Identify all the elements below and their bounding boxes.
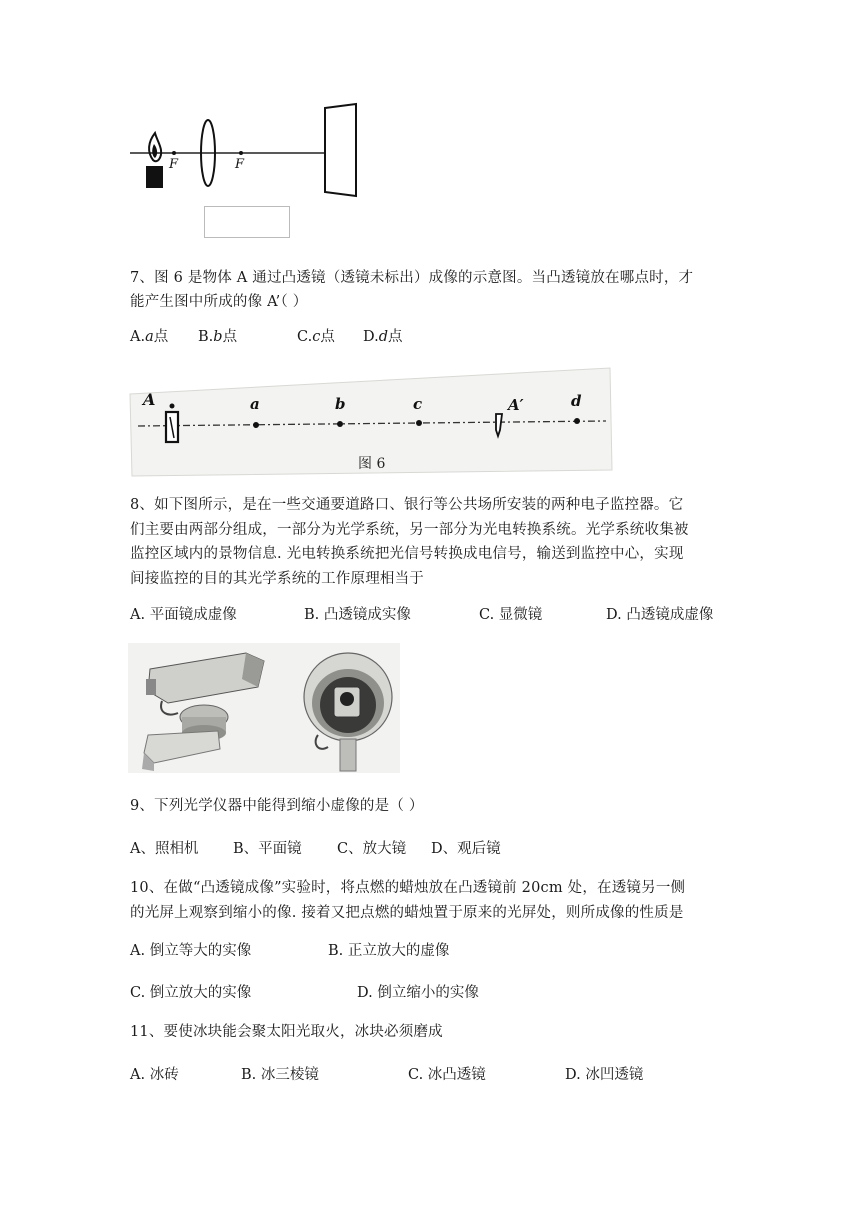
option-b[interactable]: B. 正立放大的虚像 [328, 943, 450, 959]
option-a[interactable]: A、照相机 [130, 841, 199, 857]
option-c[interactable]: C. 冰凸透镜 [408, 1067, 486, 1083]
focal-label-left: F [169, 157, 179, 172]
option-b[interactable]: B、平面镜 [233, 841, 302, 857]
focal-point-left [172, 151, 176, 155]
question-8 [130, 493, 740, 591]
point-a [253, 422, 259, 428]
option-d[interactable]: D. 冰凹透镜 [565, 1067, 644, 1083]
figure-6-diagram [128, 366, 614, 478]
figure-6 [128, 366, 614, 478]
figure-6-caption: 图 6 [358, 456, 386, 472]
lens-setup-diagram [128, 100, 360, 200]
question-11: 11、要使冰块能会聚太阳光取火，冰块必须磨成 [130, 1024, 443, 1040]
candle-flame-core [152, 144, 157, 158]
option-a[interactable]: A. 平面镜成虚像 [130, 607, 237, 623]
light-screen [325, 104, 356, 196]
option-b[interactable]: B.b点 [198, 329, 238, 345]
option-d[interactable]: D、观后镜 [431, 841, 501, 857]
question-9: 9、下列光学仪器中能得到缩小虚像的是（ ） [130, 798, 424, 814]
label-c: c [413, 395, 423, 413]
focal-label-right: F [235, 157, 245, 172]
point-d [574, 418, 580, 424]
candle-body [146, 166, 163, 188]
option-d[interactable]: D.d点 [363, 329, 403, 345]
question-7-line-2: 能产生图中所成的像 A’（ ） [130, 294, 308, 310]
lens-setup-figure [128, 100, 360, 200]
option-d[interactable]: D. 凸透镜成虚像 [606, 607, 714, 623]
option-a[interactable]: A.a点 [130, 329, 169, 345]
option-a[interactable]: A. 冰砖 [130, 1067, 179, 1083]
option-a[interactable]: A. 倒立等大的实像 [130, 943, 252, 959]
option-b[interactable]: B. 凸透镜成实像 [304, 607, 411, 623]
question-10-line-2: 的光屏上观察到缩小的像. 接着又把点燃的蜡烛置于原来的光屏处，则所成像的性质是 [130, 905, 684, 921]
question-10 [130, 876, 740, 926]
question-8-line-1: 8、如下图所示，是在一些交通要道路口、银行等公共场所安装的两种电子监控器。它 [130, 497, 684, 513]
surveillance-cameras-image [128, 643, 400, 773]
point-b [337, 421, 343, 427]
label-a: a [250, 395, 260, 413]
label-b: b [335, 395, 346, 413]
question-7 [130, 266, 740, 314]
label-d: d [571, 392, 582, 410]
question-10-line-1: 10、在做“凸透镜成像”实验时，将点燃的蜡烛放在凸透镜前 20cm 处，在透镜另一侧 [130, 880, 686, 896]
option-b[interactable]: B. 冰三棱镜 [241, 1067, 319, 1083]
focal-point-right [239, 151, 243, 155]
option-c[interactable]: C. 倒立放大的实像 [130, 985, 252, 1001]
question-8-line-2: 们主要由两部分组成，一部分为光学系统，另一部分为光电转换系统。光学系统收集被 [130, 521, 689, 538]
option-c[interactable]: C、放大镜 [337, 841, 407, 857]
option-c[interactable]: C. 显微镜 [479, 607, 543, 623]
point-c [416, 420, 422, 426]
surveillance-cameras-photo [128, 643, 400, 773]
question-8-line-3: 监控区域内的景物信息. 光电转换系统把光信号转换成电信号，输送到监控中心，实现 [130, 546, 684, 562]
label-A-prime: A′ [508, 396, 524, 414]
question-8-line-4: 间接监控的目的其光学系统的工作原理相当于 [130, 570, 424, 587]
label-A: A [143, 390, 156, 409]
blank-caption-box [204, 206, 290, 238]
question-7-line-1: 7、图 6 是物体 A 通过凸透镜（透镜未标出）成像的示意图。当凸透镜放在哪点时，才 [130, 270, 694, 286]
option-d[interactable]: D. 倒立缩小的实像 [357, 985, 479, 1001]
option-c[interactable]: C.c点 [297, 329, 335, 345]
